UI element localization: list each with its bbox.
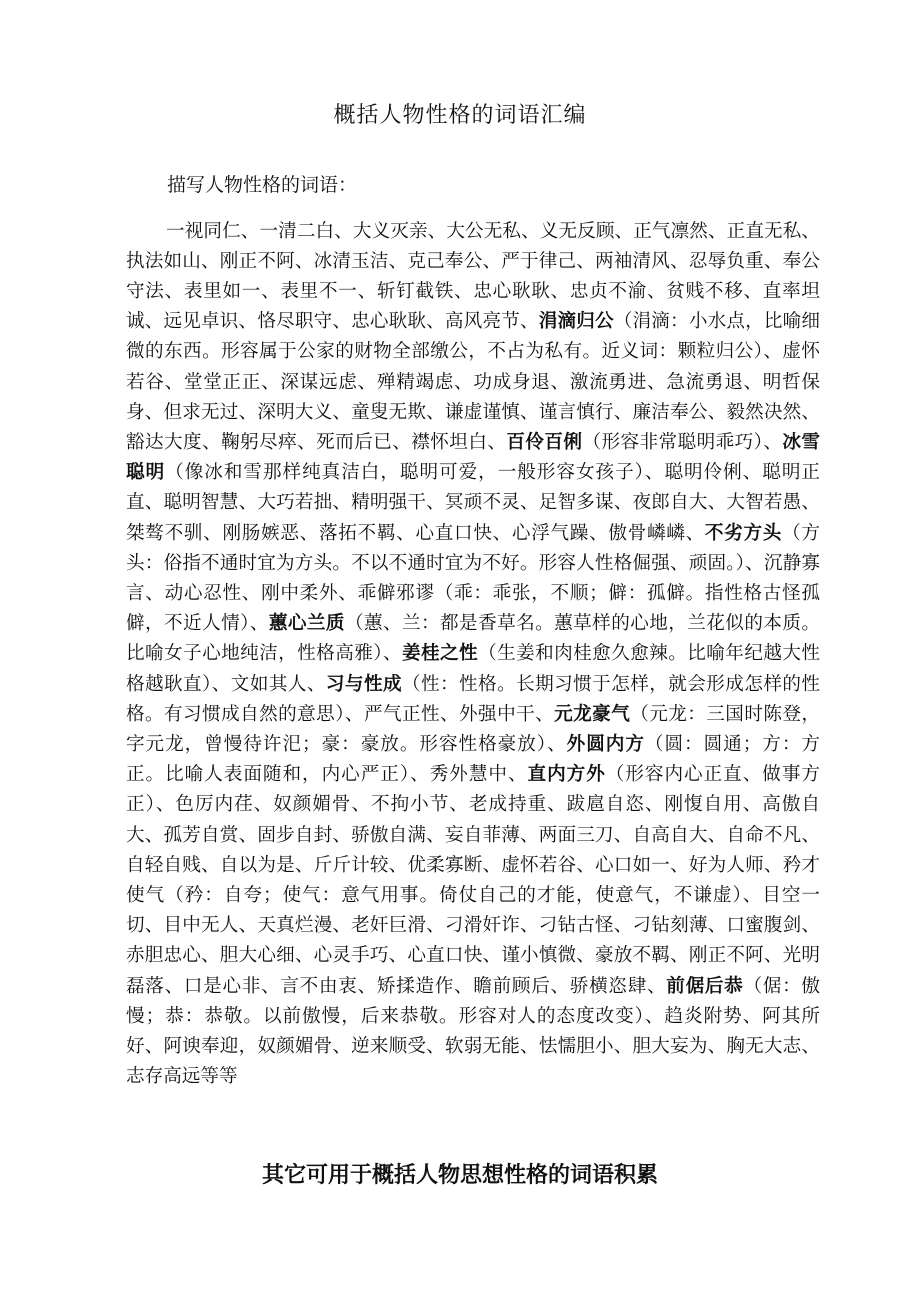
text-segment: （形容非常聪明乖巧）、 [582, 432, 783, 454]
text-segment: （倨：傲慢；恭：恭敬。以前傲慢，后来恭敬。形容对人的态度改变）、趋炎附势、阿其所好、阿谀奉迎，奴颜媚骨、逆来顺受、软弱无能、怯懦胆小、胆大妄为、胸无大志、志存高远等等 [126, 975, 820, 1088]
text-segment: （蕙、兰：都是香草名。蕙草样的心地，兰花似的本质。比喻女子心地纯洁，性格高雅）、 [126, 613, 820, 665]
document-title: 概括人物性格的词语汇编 [333, 103, 587, 128]
bold-keyword: 蕙心兰质 [268, 613, 345, 635]
bold-keyword: 姜桂之性 [401, 643, 479, 665]
bold-keyword: 元龙豪气 [554, 703, 631, 725]
body-paragraph [126, 217, 820, 1093]
text-segment: （形容内心正直、做事方正）、色厉内荏、奴颜媚骨、不拘小节、老成持重、跋扈自恣、刚愎自用、高傲自大、孤芳自赏、固步自封、骄傲自满、妄自菲薄、两面三刀、自高自大、自命不凡、自轻自贱、自以为是、斤斤计较、优柔寡断、虚怀若谷、心口如一、好为人师、矜才使气（矜：自夸；使气：意气用事。倚仗自己的才能，使意气，不谦虚）、目空一切、目中无人、天真烂漫、老奸巨滑、刁滑奸诈、刁钻古怪、刁钻刻薄、口蜜腹剑、赤胆忠心、胆大心细、心灵手巧、心直口快、谨小慎微、豪放不羁、刚正不阿、光明磊落、口是心非、言不由衷、矫揉造作、瞻前顾后、骄横恣肆、 [126, 764, 820, 997]
text-segment: 一视同仁、一清二白、大义灭亲、大公无私、义无反顾、正气凛然、正直无私、执法如山、刚正不阿、冰清玉洁、克己奉公、严于律己、两袖清风、忍辱负重、奉公守法、表里如一、表里不一、斩钉截铁、忠心耿耿、忠贞不渝、贫贱不移、直率坦诚、远见卓识、恪尽职守、忠心耿耿、高风亮节、 [126, 220, 820, 333]
bold-keyword: 直内方外 [527, 764, 606, 786]
bold-keyword: 前倨后恭 [666, 975, 744, 997]
bold-keyword: 外圆内方 [566, 734, 645, 756]
section-title-secondary: 其它可用于概括人物思想性格的词语积累 [261, 1163, 658, 1188]
text-segment: （元龙：三国时陈登，字元龙，曾慢待许汜；豪：豪放。形容性格豪放）、 [126, 703, 820, 756]
bold-keyword: 不劣方头 [704, 522, 783, 544]
text-segment: （涓滴：小水点，比喻细微的东西。形容属于公家的财物全部缴公，不占为私有。近义词：颗粒归公）、虚怀若谷、堂堂正正、深谋远虑、殚精竭虑、功成身退、激流勇进、急流勇退、明哲保身、但求无过、深明大义、童叟无欺、谦虚谨慎、谨言慎行、廉洁奉公、毅然决然、豁达大度、鞠躬尽瘁、死而后已、襟怀坦白、 [126, 311, 820, 454]
section-heading: 描写人物性格的词语： [167, 174, 358, 196]
text-segment: （像冰和雪那样纯真洁白，聪明可爱，一般形容女孩子）、聪明伶俐、聪明正直、聪明智慧、大巧若拙、精明强干、冥顽不灵、足智多谋、夜郎自大、大智若愚、桀骜不驯、刚肠嫉恶、落拓不羁、心直口快、心浮气躁、傲骨嶙嶙、 [126, 462, 820, 544]
text-segment: （性：性格。长期习惯于怎样，就会形成怎样的性格。有习惯成自然的意思）、严气正性、外强中干、 [126, 673, 820, 725]
bold-keyword: 冰雪聪明 [126, 432, 820, 484]
text-segment: （生姜和肉桂愈久愈辣。比喻年纪越大性格越耿直）、文如其人、 [126, 643, 820, 695]
text-segment: （圆：圆通；方：方正。比喻人表面随和，内心严正）、秀外慧中、 [126, 734, 820, 786]
bold-keyword: 百伶百俐 [506, 432, 583, 454]
bold-keyword: 涓滴归公 [538, 311, 614, 333]
text-segment: （方头：俗指不通时宜为方头。不以不通时宜为不好。形容人性格倔强、顽固。）、沉静寡言、动心忍性、刚中柔外、乖僻邪谬（乖：乖张，不顺；僻：孤僻。指性格古怪孤僻，不近人情）、 [126, 522, 820, 635]
bold-keyword: 习与性成 [325, 673, 402, 695]
